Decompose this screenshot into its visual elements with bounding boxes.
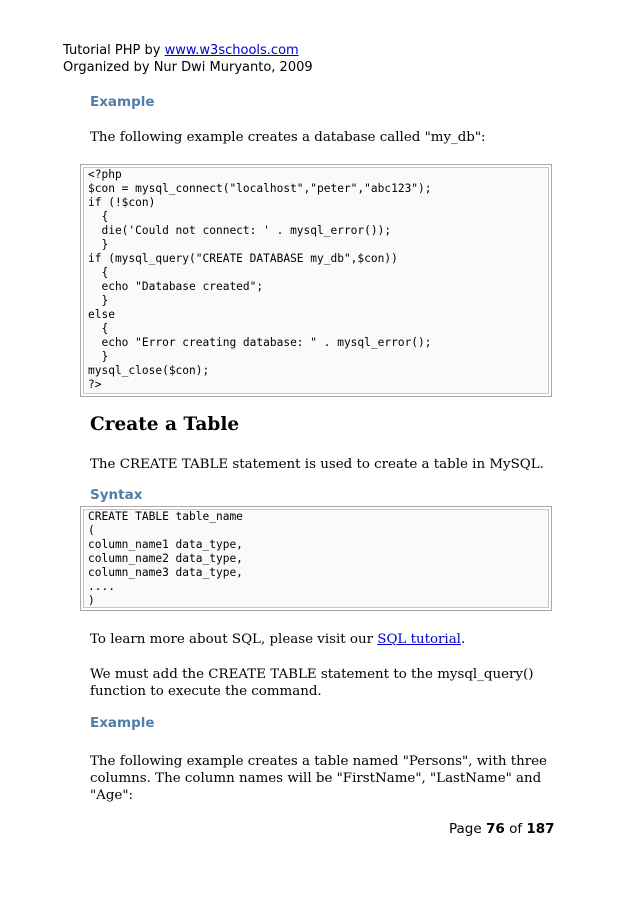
code-line: die('Could not connect: ' . mysql_error()); (88, 224, 392, 237)
learn-more-text (90, 631, 560, 648)
learn-more-prefix: To learn more about SQL, please visit our (90, 632, 378, 647)
syntax-code-line: .... (88, 580, 115, 593)
total-pages: 187 (526, 821, 555, 837)
of-word: of (509, 821, 523, 837)
page-number-footer (449, 821, 555, 837)
code-line: { (88, 266, 109, 279)
code-line: { (88, 322, 109, 335)
section-heading: Create a Table (90, 414, 240, 435)
current-page-number: 76 (485, 821, 505, 837)
code-line: } (88, 294, 109, 307)
sql-tutorial-link[interactable]: SQL tutorial (377, 632, 461, 647)
header-tutorial-text: Tutorial PHP by (63, 43, 165, 58)
code-line: $con = mysql_connect("localhost","peter","abc123"); (88, 182, 432, 195)
example-2-intro: The following example creates a table named "Persons", with three columns. The column names will be "FirstName", "LastName" and "Age": (90, 754, 547, 803)
code-block-syntax (80, 506, 552, 611)
syntax-code-line: CREATE TABLE table_name (88, 510, 243, 523)
code-block-create-database (80, 164, 552, 397)
example-intro-text: The following example creates a database called "my_db": (90, 130, 486, 145)
syntax-label: Syntax (90, 487, 143, 503)
page-word: Page (449, 821, 482, 837)
syntax-code-line: column_name3 data_type, (88, 566, 243, 579)
code-line: <?php (88, 168, 122, 181)
header-line-2: Organized by Nur Dwi Muryanto, 2009 (63, 60, 313, 75)
code-line: ?> (88, 378, 102, 391)
must-add-text: We must add the CREATE TABLE statement to the mysql_query() function to execute the command. (90, 667, 534, 699)
create-table-intro: The CREATE TABLE statement is used to create a table in MySQL. (90, 457, 544, 472)
header-line-1 (63, 42, 313, 59)
syntax-code-line: ) (88, 594, 95, 607)
example-label-2: Example (90, 715, 155, 731)
code-line: mysql_close($con); (88, 364, 210, 377)
code-line: if (mysql_query("CREATE DATABASE my_db",$con)) (88, 252, 398, 265)
code-block-content (83, 167, 549, 394)
code-line: echo "Database created"; (88, 280, 264, 293)
w3schools-link[interactable]: www.w3schools.com (164, 43, 299, 58)
syntax-code-line: column_name2 data_type, (88, 552, 243, 565)
syntax-code-line: column_name1 data_type, (88, 538, 243, 551)
syntax-code-content (83, 509, 549, 608)
document-header (63, 42, 313, 76)
learn-more-suffix: . (460, 632, 466, 647)
syntax-code-line: ( (88, 524, 95, 537)
code-line: } (88, 238, 109, 251)
code-line: { (88, 210, 109, 223)
code-line: } (88, 350, 109, 363)
code-line: else (88, 308, 115, 321)
code-line: if (!$con) (88, 196, 156, 209)
example-label: Example (90, 94, 155, 110)
code-line: echo "Error creating database: " . mysql_error(); (88, 336, 432, 349)
